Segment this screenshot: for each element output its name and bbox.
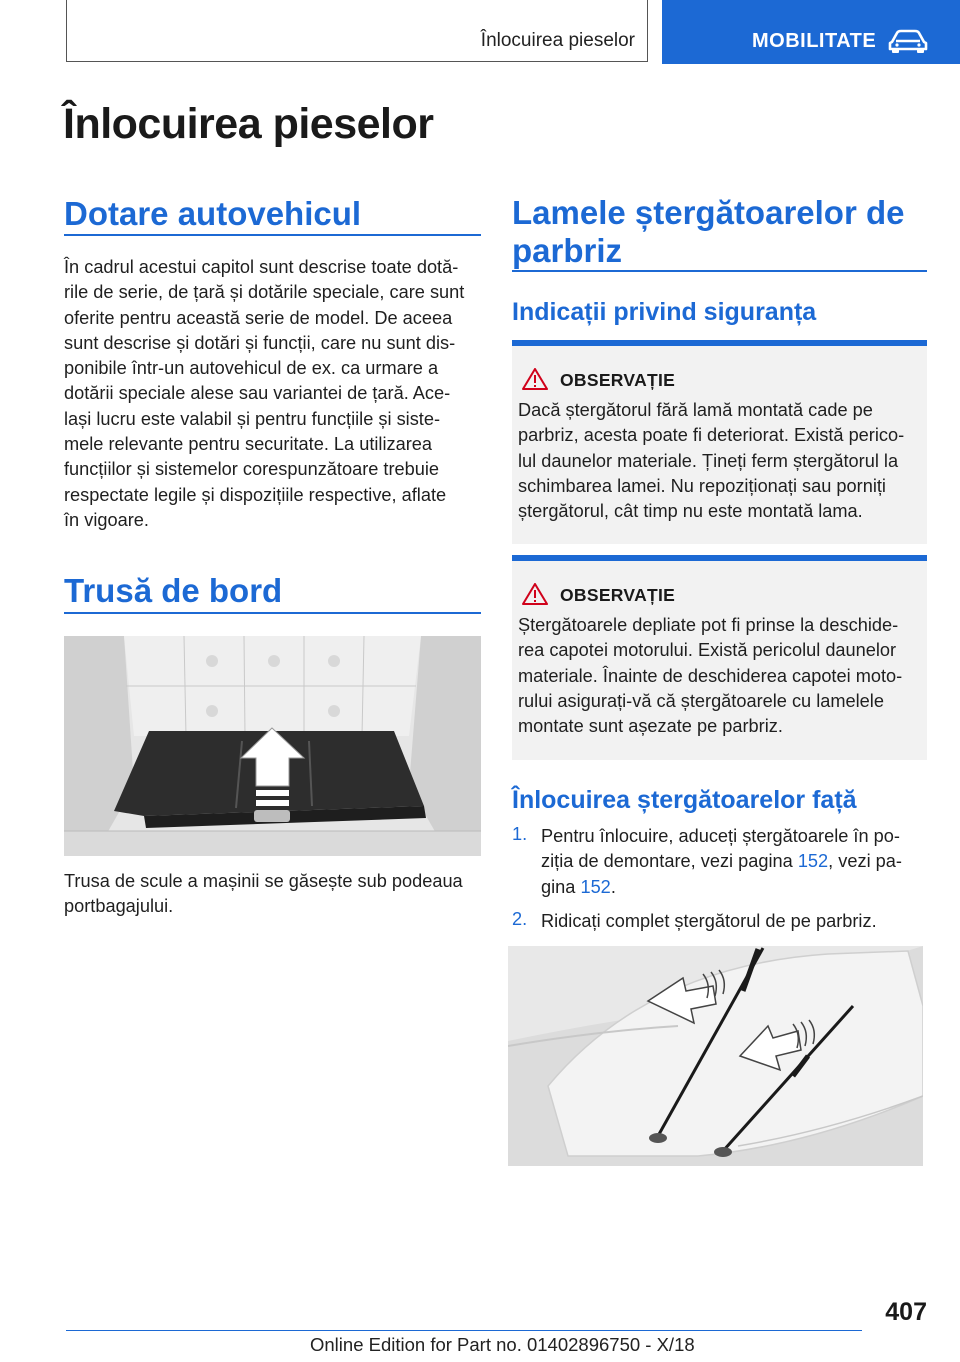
list-item — [512, 909, 932, 939]
heading-rule — [64, 612, 481, 614]
page-link[interactable]: 152 — [580, 876, 611, 897]
page-link[interactable]: 152 — [797, 851, 829, 872]
header-tab-mobilitate[interactable] — [662, 0, 960, 64]
heading-equipment: Dotare autovehicul — [64, 195, 362, 232]
warning-text: Dacă ștergătorul fără lamă montată cade pe parbriz, acesta poate fi deteriorat. Există perico‐ lul daunelor materiale. Țineți ferm ștergătorul la schimbarea lamei. Nu repoziționați sau porniți ștergătorul, cât timp nu este montată lama. — [518, 400, 905, 522]
step-text: Pentru înlocuire, aduceți ștergătoarele în po‐ ziția de demontare, vezi pagina 152, vezi pa‐ gina 152. — [541, 826, 902, 897]
tab-label: MOBILITATE — [752, 30, 877, 52]
trunk-floor-illustration — [64, 636, 481, 856]
step-number: 2. — [512, 909, 528, 929]
heading-front-wipers: Înlocuirea ștergătoarelor față — [512, 786, 857, 814]
step-list — [512, 824, 932, 939]
warning-triangle-icon — [522, 368, 548, 390]
header-section-title: Înlocuirea pieselor — [480, 30, 635, 51]
windshield-wipers-illustration — [508, 946, 923, 1166]
equipment-paragraph: În cadrul acestui capitol sunt descrise toate dotă‐ rile de serie, de țară și dotările speciale, care sunt oferite pentru această serie de model. De aceea sunt descrise și dotări și funcții, care nu sunt dis‐ ponibile într-un autovehicul de ex. ca urmare a dotării speciale alese sau variantei de țară. Ace‐ lași lucru este valabil și pentru funcțiile și siste‐ mele relevante pentru securitate. La utilizarea funcțiilor și sistemelor corespunzătoare trebuie respectate legile și dispozițiile respective, aflate în vigoare. — [64, 257, 465, 530]
warning-label: OBSERVAȚIE — [560, 370, 676, 390]
warning-triangle-icon — [522, 583, 548, 605]
warning-label: OBSERVAȚIE — [560, 585, 676, 605]
warning-box — [512, 340, 927, 544]
warning-text: Ștergătoarele depliate pot fi prinse la deschide‐ rea capotei motorului. Există pericolul daunelor materiale. Înainte de deschiderea capotei moto‐ rului asigurați-vă că ștergătoarele cu lamelele montate sunt așezate pe parbriz. — [518, 615, 903, 737]
warning-box — [512, 555, 927, 760]
footer-rule — [66, 1330, 862, 1331]
toolkit-caption: Trusa de scule a mașinii se găsește sub podeaua portbagajului. — [64, 871, 463, 917]
step-text: Ridicați complet ștergătorul de pe parbriz. — [541, 911, 877, 931]
heading-toolkit: Trusă de bord — [64, 572, 283, 609]
page-title: Înlocuirea pieselor — [63, 100, 434, 148]
heading-wiper-blades: Lamele ștergătoarelor de parbriz — [512, 194, 905, 269]
page-number: 407 — [885, 1298, 927, 1326]
footer-edition: Online Edition for Part no. 01402896750 - X/18 — [310, 1334, 695, 1355]
heading-safety: Indicații privind siguranța — [512, 298, 817, 326]
heading-rule — [512, 270, 927, 272]
heading-rule — [64, 234, 481, 236]
car-icon — [886, 28, 930, 54]
step-number: 1. — [512, 824, 528, 844]
list-item — [512, 824, 932, 902]
